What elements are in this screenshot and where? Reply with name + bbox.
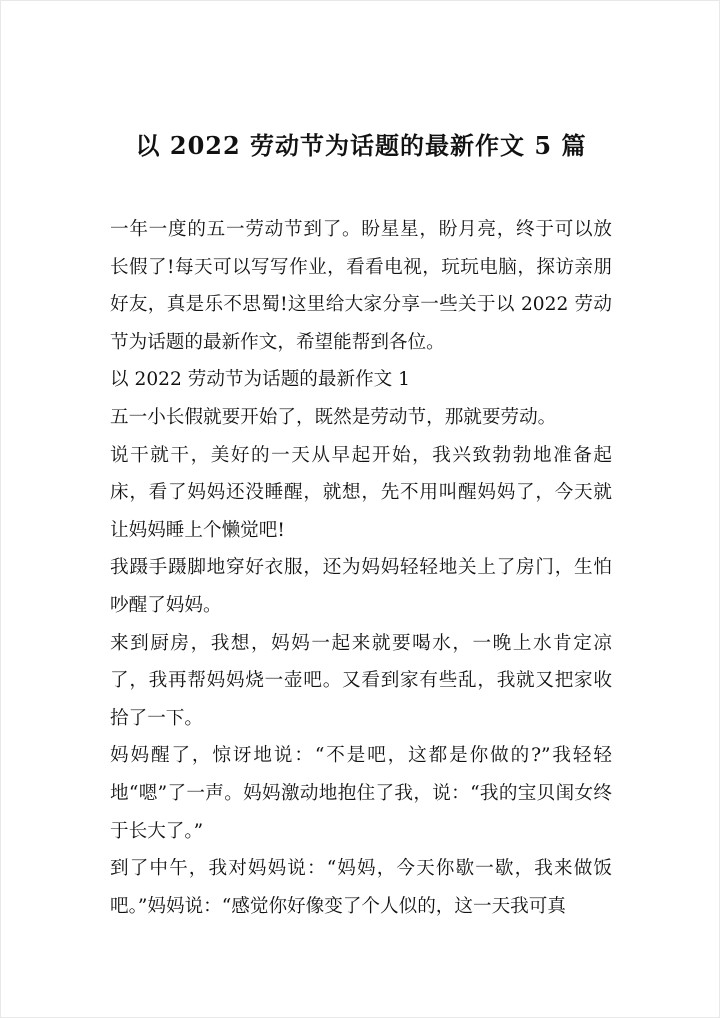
body-paragraph: 到了中午，我对妈妈说：“妈妈，今天你歇一歇，我来做饭吧。”妈妈说：“感觉你好像变了个人似的，这一天我可真 bbox=[110, 858, 612, 917]
document-body bbox=[110, 211, 612, 925]
body-paragraph: 我蹑手蹑脚地穿好衣服，还为妈妈轻轻地关上了房门，生怕吵醒了妈妈。 bbox=[110, 557, 612, 616]
body-paragraph: 来到厨房，我想，妈妈一起来就要喝水，一晚上水肯定凉了，我再帮妈妈烧一壶吧。又看到家有些乱，我就又把家收拾了一下。 bbox=[110, 632, 612, 729]
document-title: 以 2022 劳动节为话题的最新作文 5 篇 bbox=[135, 131, 587, 161]
body-paragraph: 说干就干，美好的一天从早起开始，我兴致勃勃地准备起床，看了妈妈还没睡醒，就想，先不用叫醒妈妈了，今天就让妈妈睡上个懒觉吧! bbox=[110, 444, 612, 541]
body-paragraph: 妈妈醒了，惊讶地说：“不是吧，这都是你做的?”我轻轻地“嗯”了一声。妈妈激动地抱住了我，说：“我的宝贝闺女终于长大了。” bbox=[110, 745, 612, 842]
intro-paragraph: 一年一度的五一劳动节到了。盼星星，盼月亮，终于可以放长假了!每天可以写写作业，看看电视，玩玩电脑，探访亲朋好友，真是乐不思蜀!这里给大家分享一些关于以 2022 劳动节为话题的最新作文，希望能帮到各位。 bbox=[110, 219, 612, 353]
essay-heading: 以 2022 劳动节为话题的最新作文 1 bbox=[110, 369, 411, 391]
body-paragraph: 五一小长假就要开始了，既然是劳动节，那就要劳动。 bbox=[110, 406, 557, 428]
